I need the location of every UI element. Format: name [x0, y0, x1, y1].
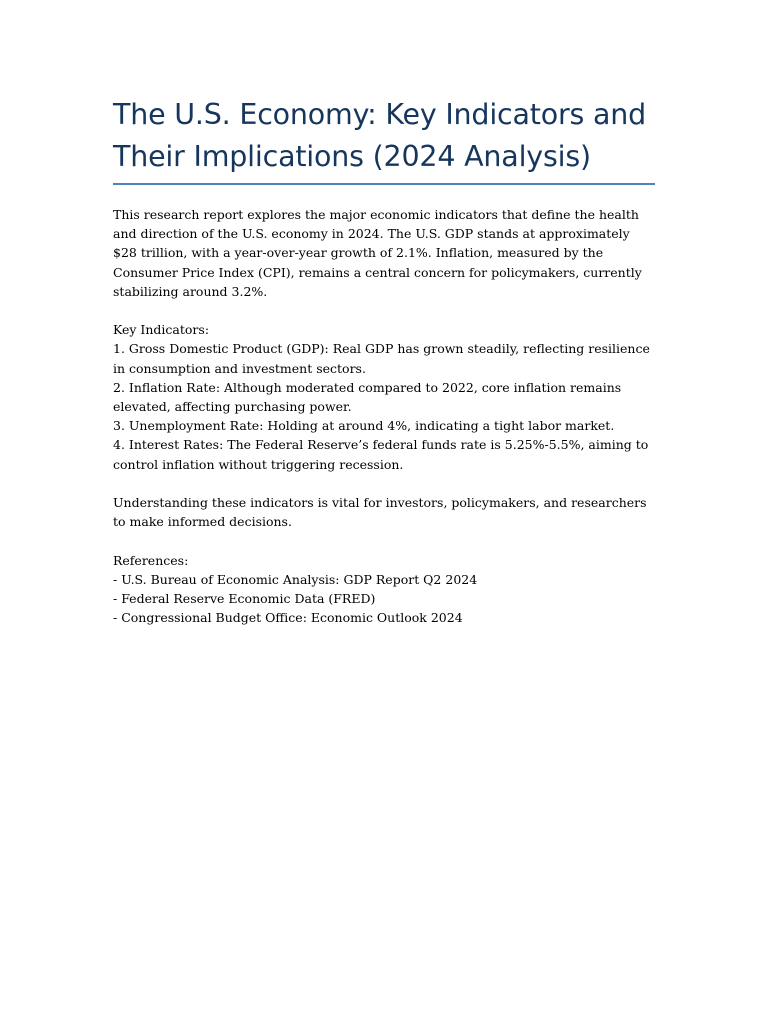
- indicator-item-interest-rates: 4. Interest Rates: The Federal Reserve’s federal funds rate is 5.25%-5.5%, aiming to control inflation without triggering recession.: [113, 437, 649, 472]
- indicator-item-inflation: 2. Inflation Rate: Although moderated compared to 2022, core inflation remains elevated, affecting purchasing power.: [113, 379, 622, 415]
- key-indicators-heading: Key Indicators:: [113, 322, 210, 338]
- references-heading: References:: [113, 552, 189, 568]
- reference-item-cbo: - Congressional Budget Office: Economic Outlook 2024: [113, 610, 463, 626]
- document-body: [113, 205, 655, 627]
- indicator-item-gdp: 1. Gross Domestic Product (GDP): Real GDP has grown steadily, reflecting resilience in consumption and investment sectors.: [113, 341, 650, 376]
- paragraph-spacer: [113, 474, 655, 493]
- conclusion-paragraph: Understanding these indicators is vital for investors, policymakers, and researchers to make informed decisions.: [113, 495, 647, 530]
- document-content: [113, 94, 655, 627]
- paragraph-spacer: [113, 301, 655, 320]
- indicator-item-unemployment: 3. Unemployment Rate: Holding at around 4%, indicating a tight labor market.: [113, 418, 615, 434]
- reference-item-fred: - Federal Reserve Economic Data (FRED): [113, 591, 376, 607]
- reference-item-bea: - U.S. Bureau of Economic Analysis: GDP Report Q2 2024: [113, 571, 478, 587]
- intro-paragraph: This research report explores the major economic indicators that define the health and direction of the U.S. economy in 2024. The U.S. GDP stands at approximately $28 trillion, with a year-over-year growth of 2.1%. Inflation, measured by the Consumer Price Index (CPI), remains a central concern for policymakers, currently stabilizing around 3.2%.: [113, 207, 642, 299]
- paragraph-spacer: [113, 531, 655, 550]
- document-title: The U.S. Economy: Key Indicators and Their Implications (2024 Analysis): [113, 94, 655, 185]
